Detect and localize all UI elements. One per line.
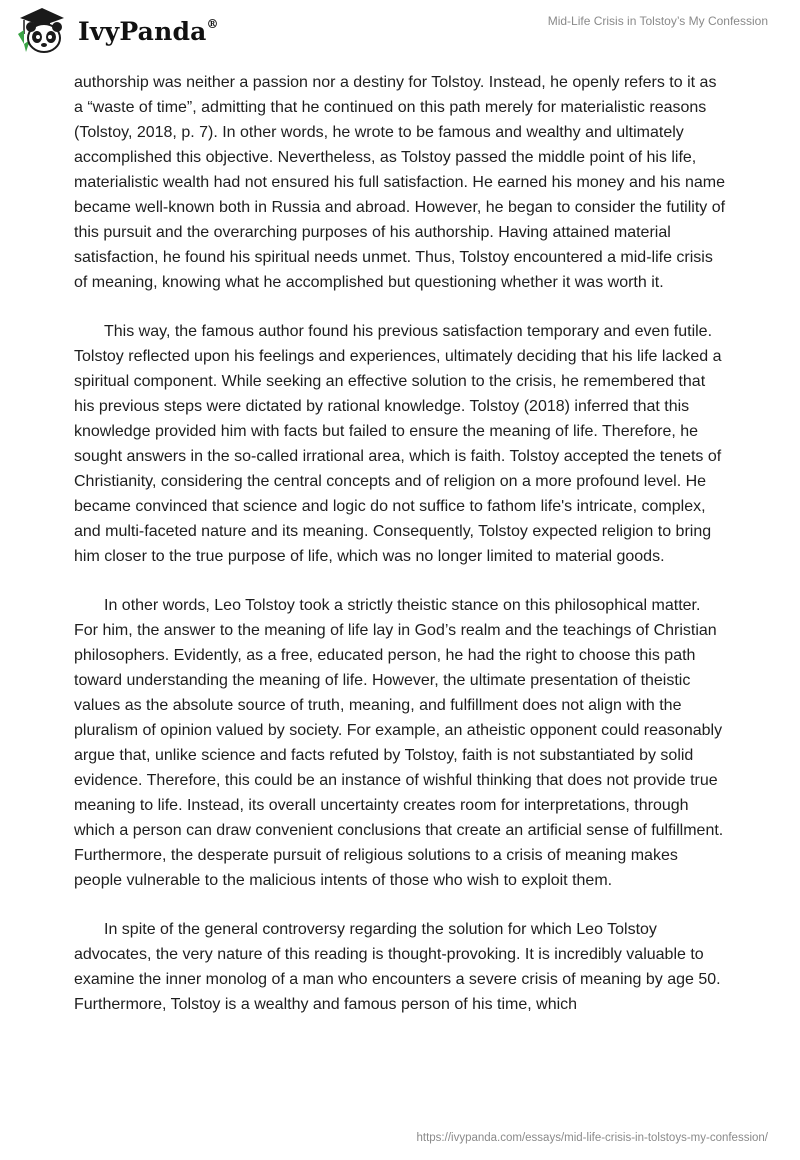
source-url[interactable]: https://ivypanda.com/essays/mid-life-crisis-in-tolstoys-my-confession/: [416, 1132, 768, 1144]
page-header: [0, 0, 800, 60]
essay-body: [74, 70, 728, 1041]
paragraph-1: authorship was neither a passion nor a destiny for Tolstoy. Instead, he openly refers to it as a “waste of time”, admitting that he continued on this path merely for materialistic reasons (Tolstoy, 2018, p. 7). In other words, he wrote to be famous and wealthy and ultimately accomplished this objective. Nevertheless, as Tolstoy passed the middle point of his life, materialistic wealth had not ensured his full satisfaction. He earned his money and his name became well-known both in Russia and abroad. However, he began to consider the futility of this pursuit and the overarching purposes of his authorship. Having attained material satisfaction, he found his spiritual needs unmet. Thus, Tolstoy encountered a mid-life crisis of meaning, knowing what he accomplished but questioning whether it was worth it.: [74, 74, 726, 291]
paragraph-4: In spite of the general controversy regarding the solution for which Leo Tolstoy advocates, the very nature of this reading is thought-provoking. It is incredibly valuable to examine the inner monolog of a man who encounters a severe crisis of meaning by age 50. Furthermore, Tolstoy is a wealthy and famous person of his time, which: [74, 921, 721, 1013]
brand-name: IvyPanda®: [78, 16, 219, 46]
brand-logo[interactable]: [12, 4, 219, 58]
paragraph-2: This way, the famous author found his previous satisfaction temporary and even futile. Tolstoy reflected upon his feelings and experiences, ultimately deciding that his life lacked a spiritual component. While seeking an effective solution to the crisis, he remembered that his previous steps were dictated by rational knowledge. Tolstoy (2018) inferred that this knowledge provided him with facts but failed to ensure the meaning of life. Therefore, he sought answers in the so-called irrational area, which is faith. Tolstoy accepted the tenets of Christianity, considering the central concepts and of religion on a more profound level. He became convinced that science and logic do not suffice to fathom life's intricate, complex, and multi-faceted nature and its meaning. Consequently, Tolstoy expected religion to bring him closer to the true purpose of life, which was no longer limited to material goods.: [74, 323, 722, 565]
panda-graduation-cap-icon: [12, 4, 74, 58]
paragraph-3: In other words, Leo Tolstoy took a strictly theistic stance on this philosophical matter. For him, the answer to the meaning of life lay in God’s realm and the teachings of Christian philosophers. Evidently, as a free, educated person, he had the right to choose this path toward understanding the meaning of life. However, the ultimate presentation of theistic values as the absolute source of truth, meaning, and fulfillment does not align with the pluralism of opinion valued by society. For example, an atheistic opponent could reasonably argue that, unlike science and facts refuted by Tolstoy, faith is not substantiated by solid evidence. Therefore, this could be an instance of wishful thinking that does not provide true meaning to life. Instead, its overall uncertainty creates room for interpretations, through which a person can draw convenient conclusions that create an artificial sense of fulfillment. Furthermore, the desperate pursuit of religious solutions to a crisis of meaning makes people vulnerable to the malicious intents of those who wish to exploit them.: [74, 597, 724, 889]
document-title: Mid-Life Crisis in Tolstoy’s My Confession: [547, 14, 768, 28]
